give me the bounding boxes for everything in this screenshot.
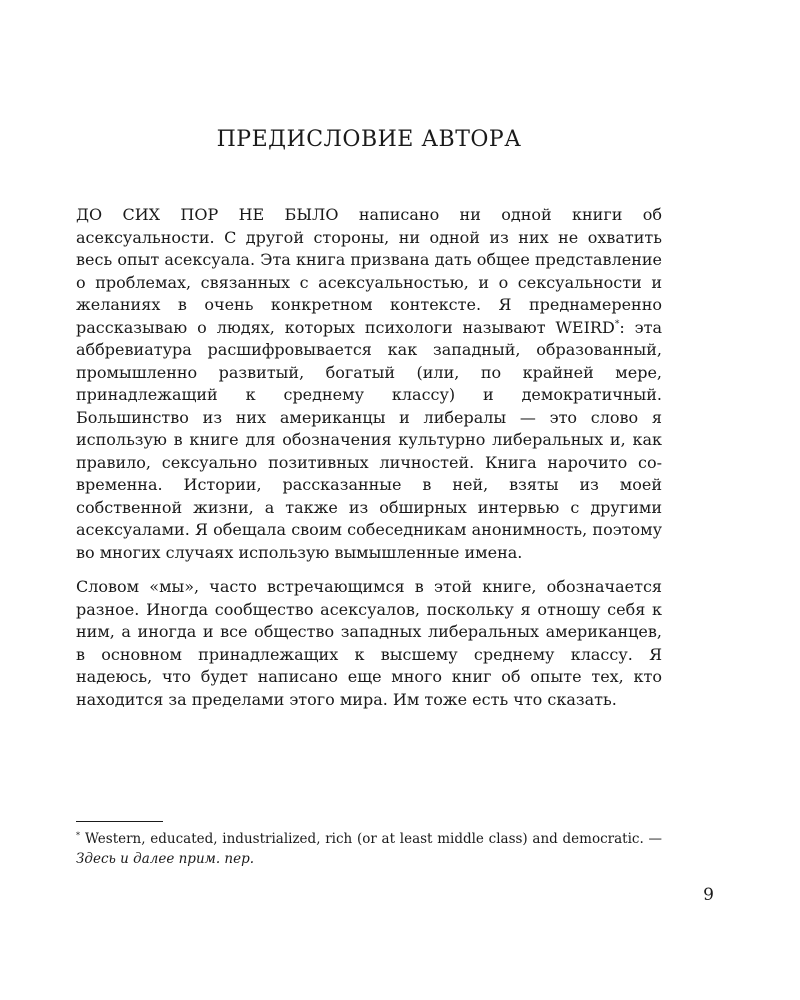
footnote-divider — [76, 821, 163, 822]
paragraph-2: Словом «мы», часто встречающимся в этой книге, обозначается разное. Иногда сообщество асексуалов, поскольку я отношу себя к ним, а иногда и все общество западных либеральных американцев, в основном принадлежащих к высшему среднему классу. Я надеюсь, что будет написано еще много книг об опыте тех, кто находится за пределами этого мира. Им тоже есть что сказать. — [76, 577, 662, 709]
body-text — [76, 204, 662, 723]
translator-note: Здесь и далее прим. пер. — [76, 851, 255, 867]
paragraph-1-text-a: написано ни одной книги об асексуальности. С другой стороны, ни одной из них не охватить весь опыт асексуала. Эта книга призвана дать общее представление о проблемах, связанных с асексуальностью, и о сексуальности и желаниях в очень конкретном контексте. Я преднамеренно рассказываю о людях, которых психологи называют WEIRD — [76, 205, 662, 337]
page-number: 9 — [703, 885, 714, 905]
paragraph-lead-caps: ДО СИХ ПОР НЕ БЫЛО — [76, 205, 339, 224]
paragraph-1 — [76, 204, 662, 564]
footnote-mark: * — [76, 830, 80, 840]
footnote-reference-mark: * — [614, 319, 620, 330]
paragraph-1-text-b: : эта аббревиатура расшифровывается как западный, образованный, промышленно развитый, богатый (или, по крайней мере, принадлежащий к среднему классу) и демократичный. Большинство из них американцы и либералы — это слово я использую в книге для обозначения культурно либеральных и, как правило, сексуально позитивных личностей. Книга нарочито современна. Истории, рассказанные в ней, взяты из моей собственной жизни, а также из обширных интервью с другими асексуалами. Я обещала своим собеседникам анонимность, поэтому во многих случаях использую вымышленные имена. — [76, 317, 662, 562]
chapter-title: ПРЕДИСЛОВИЕ АВТОРА — [216, 127, 522, 152]
footnote-text: Western, educated, industrialized, rich (or at least middle class) and democratic. — — [85, 831, 662, 847]
footnote — [76, 829, 662, 869]
